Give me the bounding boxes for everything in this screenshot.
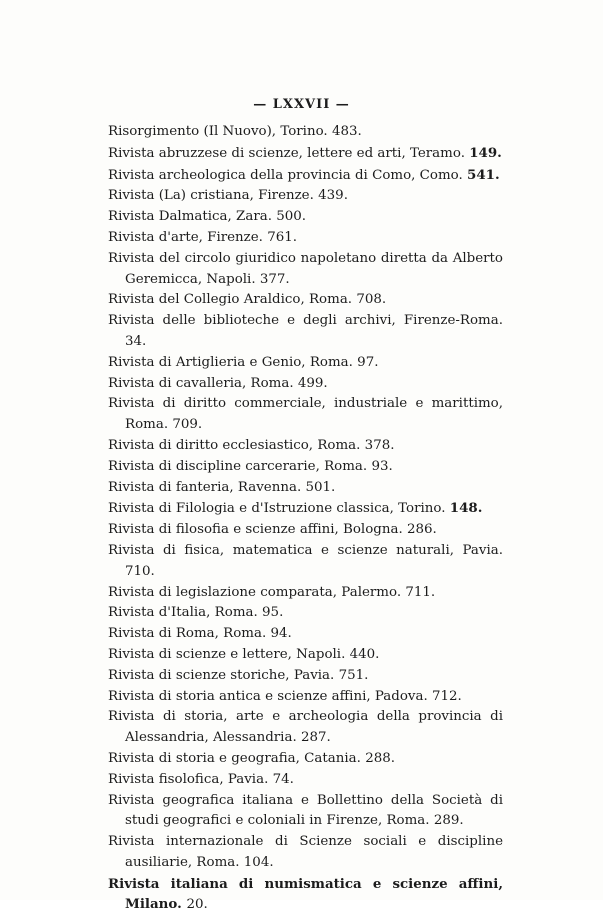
index-entry <box>108 228 503 249</box>
index-entry <box>108 645 503 666</box>
entry-number: 378. <box>364 437 395 453</box>
entry-number: 440. <box>349 646 380 662</box>
entry-text: Rivista di storia, arte e archeologia della provincia di Alessandria, Alessandria. <box>108 709 503 746</box>
entry-text: Rivista di fanteria, Ravenna. <box>108 479 302 495</box>
entry-text: Risorgimento (Il Nuovo), Torino. <box>108 124 328 139</box>
entry-text: Rivista di legislazione comparata, Palermo. <box>108 584 402 600</box>
entry-number: 95. <box>262 605 284 621</box>
entry-text: Rivista Dalmatica, Zara. <box>108 209 272 225</box>
entry-text: Rivista fisolofica, Pavia. <box>108 771 269 787</box>
entry-text: Rivista italiana di numismatica e scienze affini, Milano. <box>108 875 503 913</box>
entry-text: Rivista geografica italiana e Bollettino della Società di studi geografici e coloniali in Firenze, Roma. <box>108 792 503 829</box>
entry-number: 501. <box>305 479 336 495</box>
index-entry <box>108 311 503 353</box>
entry-text: Rivista di storia e geografia, Catania. <box>108 750 361 766</box>
entry-text: Rivista di storia antica e scienze affini, Padova. <box>108 688 428 704</box>
entry-text: Rivista di scienze storiche, Pavia. <box>108 667 335 683</box>
index-entry <box>108 624 503 645</box>
entry-number: 761. <box>267 229 298 245</box>
index-entry <box>108 687 503 708</box>
entry-text: Rivista d'Italia, Roma. <box>108 605 258 621</box>
index-entry <box>108 249 503 291</box>
index-entry <box>108 436 503 457</box>
entry-text: Rivista abruzzese di scienze, lettere ed arti, Teramo. <box>108 145 465 161</box>
index-entry <box>108 374 503 395</box>
entry-number: 751. <box>338 667 369 683</box>
entry-number: 541. <box>467 166 500 183</box>
entry-number: 709. <box>172 417 203 433</box>
index-entry-list <box>108 122 503 916</box>
entry-number: 287. <box>300 730 331 746</box>
index-entry <box>108 874 503 916</box>
index-entry <box>108 583 503 604</box>
entry-text: Rivista di filosofia e scienze affini, Bologna. <box>108 522 403 538</box>
index-entry <box>108 666 503 687</box>
index-entry <box>108 165 503 187</box>
entry-text: Rivista del Collegio Araldico, Roma. <box>108 292 353 308</box>
entry-number: 148. <box>449 500 483 517</box>
entry-text: Rivista di Artiglieria e Genio, Roma. <box>108 354 353 370</box>
entry-number: 289. <box>433 813 464 829</box>
entry-number: 34. <box>125 333 147 349</box>
index-entry <box>108 749 503 770</box>
entry-number: 710. <box>125 563 155 579</box>
entry-number: 708. <box>356 292 387 308</box>
entry-text: Rivista internazionale di Scienze sociali e discipline ausiliarie, Roma. <box>108 834 503 870</box>
entry-number: 377. <box>259 271 290 287</box>
entry-number: 712. <box>431 688 462 704</box>
entry-text: Rivista di scienze e lettere, Napoli. <box>108 646 346 662</box>
entry-text: Rivista di Filologia e d'Istruzione classica, Torino. <box>108 501 446 517</box>
index-entry <box>108 520 503 541</box>
entry-number: 288. <box>365 750 396 766</box>
index-entry <box>108 498 503 520</box>
entry-text: Rivista di diritto ecclesiastico, Roma. <box>108 437 361 453</box>
entry-number: 94. <box>270 626 292 642</box>
index-entry <box>108 832 503 874</box>
entry-number: 286. <box>406 522 437 538</box>
entry-number: 20. <box>186 897 208 913</box>
index-entry <box>108 186 503 207</box>
entry-number: 104. <box>243 854 274 870</box>
index-entry <box>108 394 503 436</box>
entry-text: Rivista del circolo giuridico napoletano diretta da Alberto Geremicca, Napoli. <box>108 250 503 287</box>
index-entry <box>108 770 503 791</box>
entry-number: 439. <box>318 188 348 204</box>
index-entry <box>108 207 503 228</box>
index-entry <box>108 457 503 478</box>
entry-number: 500. <box>276 209 307 225</box>
entry-number: 149. <box>469 144 502 161</box>
index-entry <box>108 143 503 165</box>
index-entry <box>108 478 503 499</box>
entry-number: 711. <box>405 584 436 600</box>
index-entry <box>108 603 503 624</box>
index-entry <box>108 122 503 143</box>
entry-text: Rivista di cavalleria, Roma. <box>108 375 294 391</box>
entry-number: 483. <box>331 124 362 139</box>
index-entry <box>108 290 503 311</box>
index-entry <box>108 707 503 749</box>
page-header: — LXXVII — <box>253 97 350 112</box>
entry-text: Rivista d'arte, Firenze. <box>108 229 263 245</box>
entry-number: 499. <box>297 375 328 391</box>
entry-text: Rivista di Roma, Roma. <box>108 626 267 642</box>
entry-number: 93. <box>371 458 393 474</box>
index-entry <box>108 541 503 583</box>
entry-number: 97. <box>357 354 379 370</box>
entry-text: Rivista di diritto commerciale, industriale e marittimo, Roma. <box>108 396 503 433</box>
entry-text: Rivista delle biblioteche e degli archivi, Firenze-Roma. <box>108 313 503 329</box>
index-entry <box>108 791 503 833</box>
entry-text: Rivista di fisica, matematica e scienze naturali, Pavia. <box>108 542 503 558</box>
entry-number: 74. <box>272 771 294 787</box>
entry-text: Rivista archeologica della provincia di Como, Como. <box>108 167 463 183</box>
index-entry <box>108 353 503 374</box>
entry-text: Rivista di discipline carcerarie, Roma. <box>108 458 368 474</box>
entry-text: Rivista (La) cristiana, Firenze. <box>108 188 314 204</box>
